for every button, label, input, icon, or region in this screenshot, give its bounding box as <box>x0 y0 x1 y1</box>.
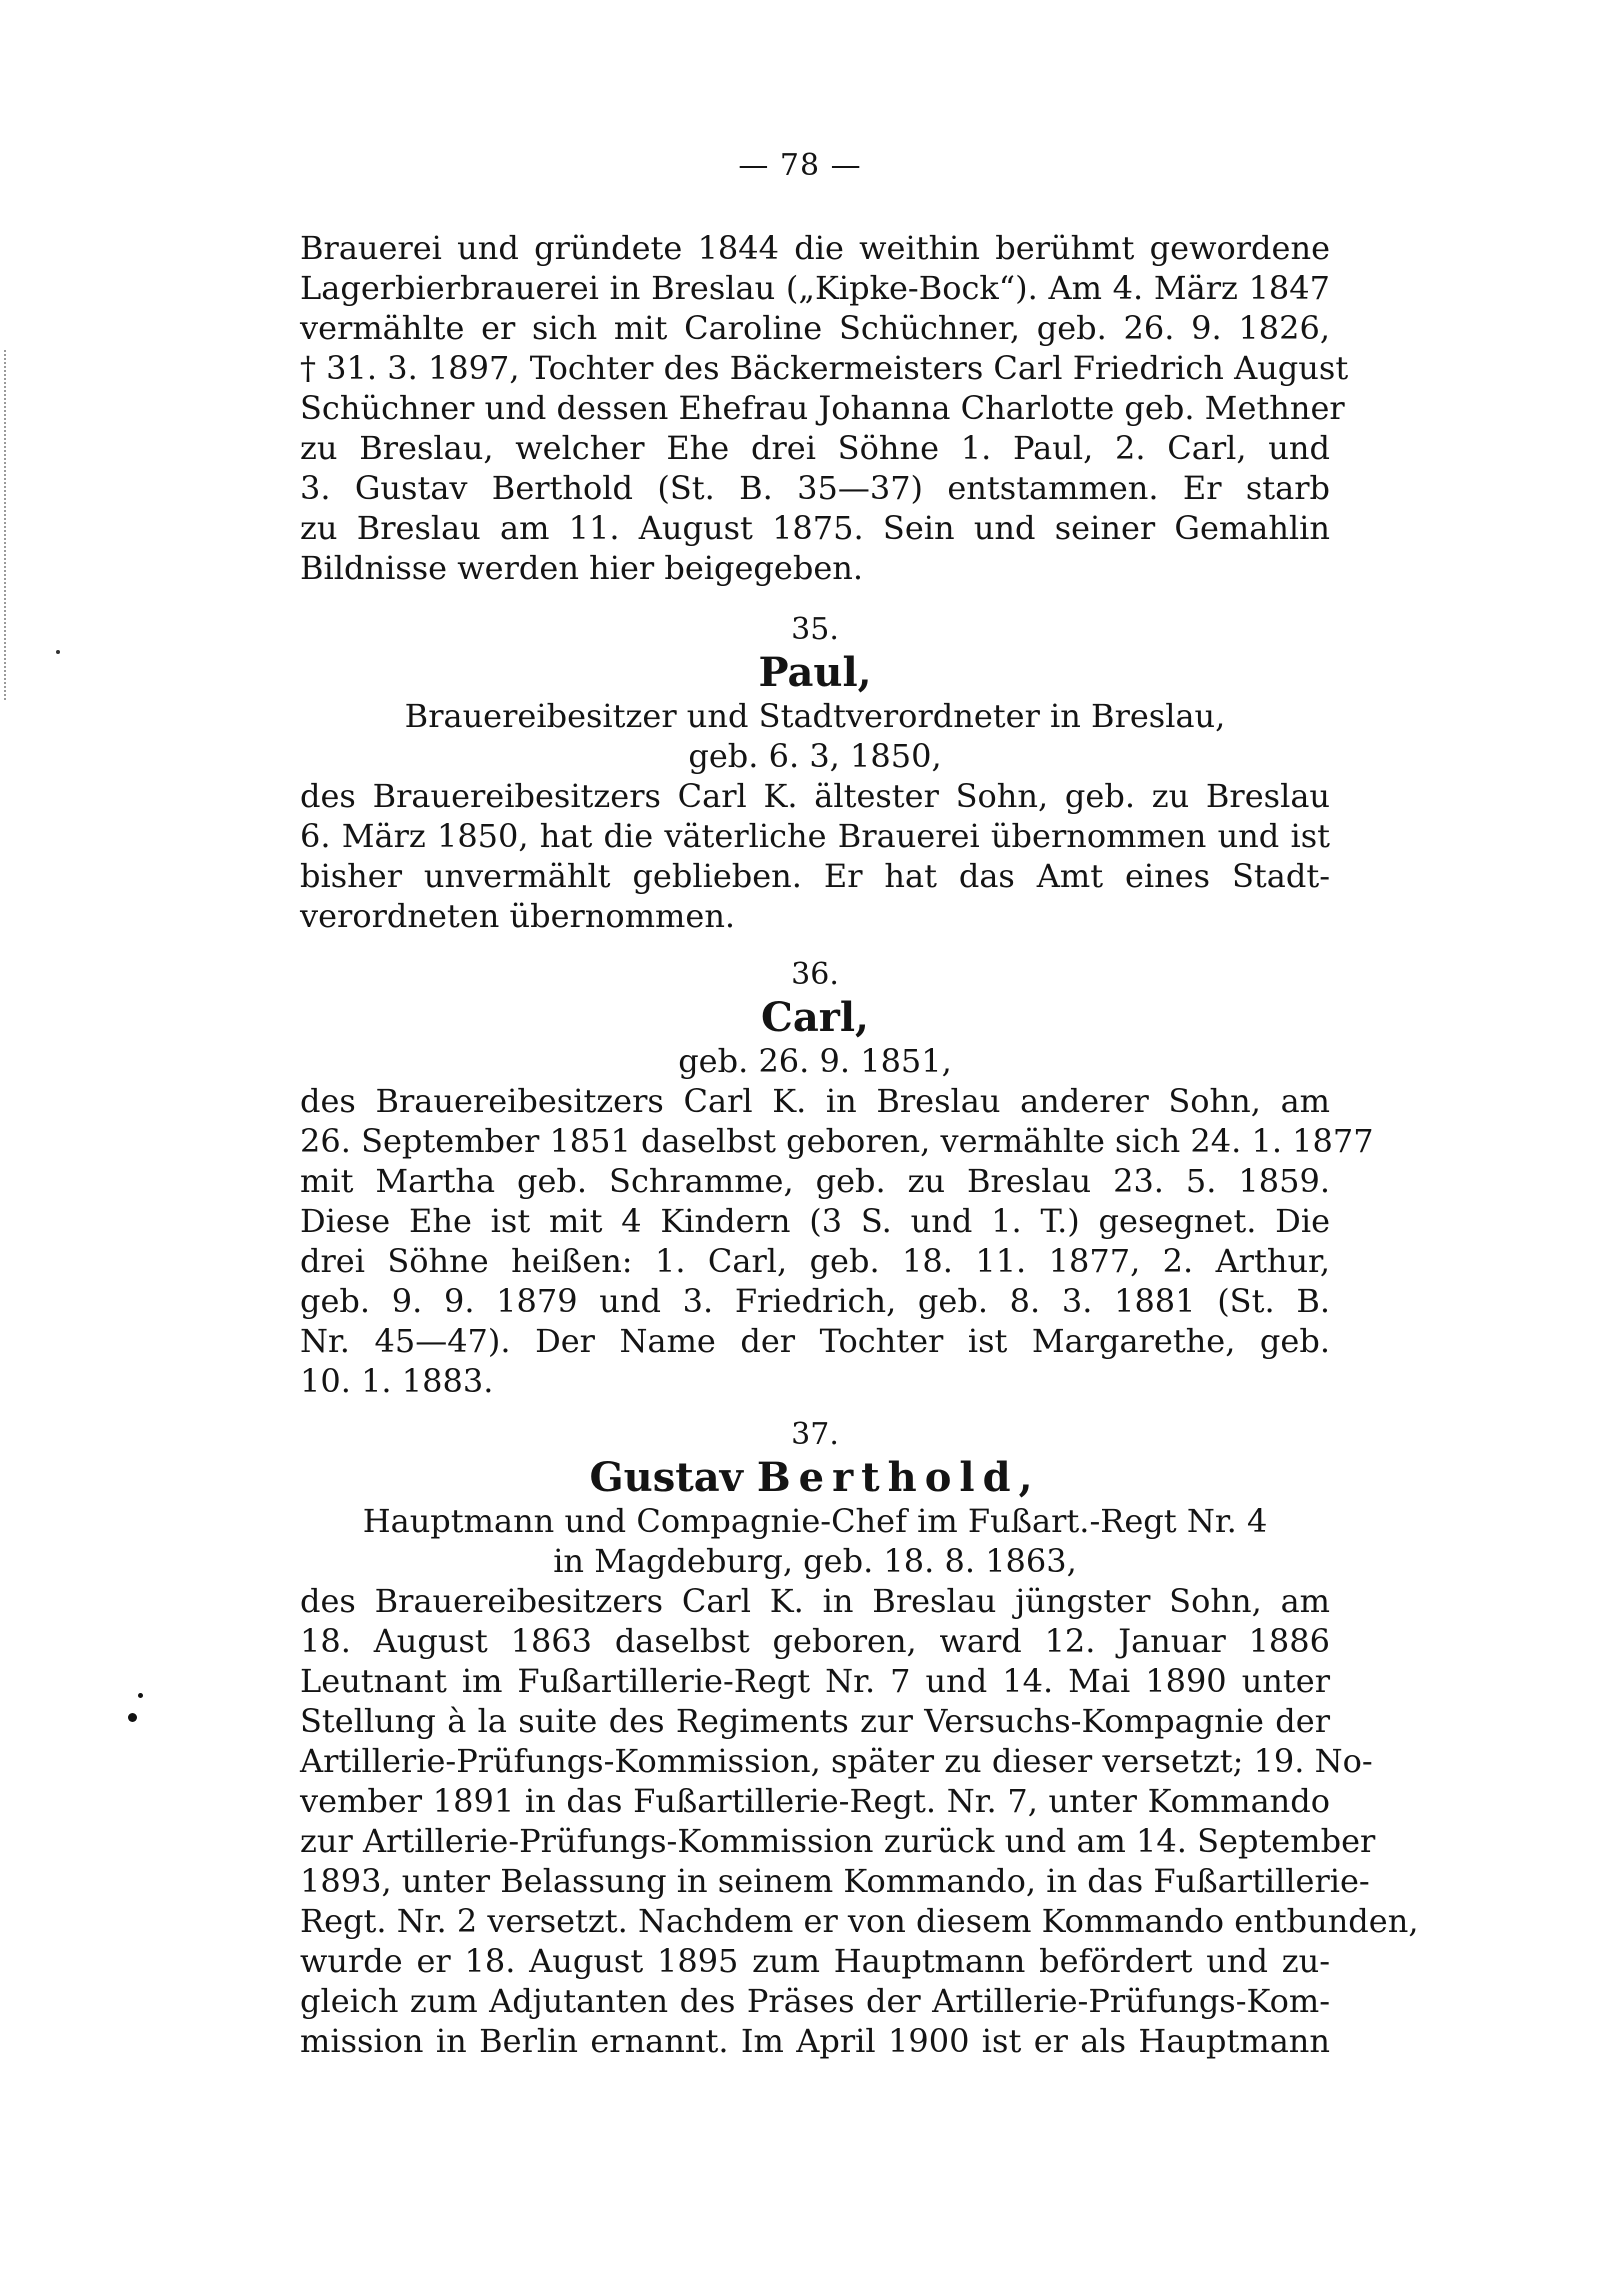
text-line: mit Martha geb. Schramme, geb. zu Breslau 23. 5. 1859. <box>300 1162 1330 1200</box>
text-line: wurde er 18. August 1895 zum Hauptmann befördert und zu- <box>300 1942 1330 1980</box>
text-line: vember 1891 in das Fußartillerie-Regt. Nr. 7, unter Kommando <box>300 1782 1330 1820</box>
entry-37 <box>300 1415 1419 2061</box>
text-line: Schüchner und dessen Ehefrau Johanna Charlotte geb. Methner <box>300 389 1345 427</box>
binding-edge-marks <box>4 350 12 700</box>
text-line: 26. September 1851 daselbst geboren, vermählte sich 24. 1. 1877 <box>300 1122 1374 1160</box>
text-line: des Brauereibesitzers Carl K. ältester Sohn, geb. zu Breslau <box>300 777 1330 815</box>
entry-subtitle: Brauereibesitzer und Stadtverordneter in Breslau, <box>404 697 1226 735</box>
text-line: zu Breslau am 11. August 1875. Sein und seiner Gemahlin <box>300 509 1330 547</box>
ink-speck <box>56 650 60 654</box>
text-line: bisher unvermählt geblieben. Er hat das Amt eines Stadt- <box>300 857 1330 895</box>
text-line: drei Söhne heißen: 1. Carl, geb. 18. 11. 1877, 2. Arthur, <box>300 1242 1330 1280</box>
entry-number: 36. <box>791 957 839 992</box>
entry-name: Carl, <box>761 994 869 1041</box>
text-line: 10. 1. 1883. <box>300 1362 494 1400</box>
entry-number: 37. <box>791 1417 839 1452</box>
text-line: verordneten übernommen. <box>300 897 736 935</box>
text-line: Stellung à la suite des Regiments zur Versuchs-Kompagnie der <box>300 1702 1330 1740</box>
ink-speck <box>138 1693 143 1698</box>
ink-speck <box>128 1713 137 1722</box>
entry-name-first: Gustav <box>589 1454 743 1501</box>
entry-36 <box>300 955 1374 1401</box>
entry-birth: geb. 6. 3, 1850, <box>688 737 942 775</box>
entry-number: 35. <box>791 612 839 647</box>
text-line: Artillerie-Prüfungs-Kommission, später zu dieser versetzt; 19. No- <box>300 1742 1373 1780</box>
text-line: vermählte er sich mit Caroline Schüchner, geb. 26. 9. 1826, <box>300 309 1330 347</box>
text-line: Bildnisse werden hier beigegeben. <box>300 549 864 587</box>
entry-name: Paul, <box>758 649 872 696</box>
text-line: Diese Ehe ist mit 4 Kindern (3 S. und 1. T.) gesegnet. Die <box>300 1202 1330 1240</box>
text-line: des Brauereibesitzers Carl K. in Breslau jüngster Sohn, am <box>300 1582 1330 1620</box>
entry-subtitle: Hauptmann und Compagnie-Chef im Fußart.-Regt Nr. 4 <box>362 1502 1268 1540</box>
text-line: Nr. 45—47). Der Name der Tochter ist Margarethe, geb. <box>300 1322 1330 1360</box>
entry-subtitle: in Magdeburg, geb. 18. 8. 1863, <box>553 1542 1077 1580</box>
text-line: 18. August 1863 daselbst geboren, ward 12. Januar 1886 <box>300 1622 1330 1660</box>
text-line: gleich zum Adjutanten des Präses der Artillerie-Prüfungs-Kom- <box>300 1982 1330 2020</box>
text-line: mission in Berlin ernannt. Im April 1900 ist er als Hauptmann <box>300 2022 1330 2060</box>
text-line: zu Breslau, welcher Ehe drei Söhne 1. Paul, 2. Carl, und <box>300 429 1330 467</box>
text-line: Leutnant im Fußartillerie-Regt Nr. 7 und 14. Mai 1890 unter <box>300 1662 1330 1700</box>
entry-name-second: Berthold, <box>756 1454 1041 1501</box>
text-line: des Brauereibesitzers Carl K. in Breslau anderer Sohn, am <box>300 1082 1330 1120</box>
text-line: geb. 9. 9. 1879 und 3. Friedrich, geb. 8. 3. 1881 (St. B. <box>300 1282 1330 1320</box>
text-line: 6. März 1850, hat die väterliche Brauerei übernommen und ist <box>300 817 1330 855</box>
text-line: Regt. Nr. 2 versetzt. Nachdem er von diesem Kommando entbunden, <box>300 1902 1419 1940</box>
page-number: — 78 — <box>738 148 862 183</box>
text-line: 3. Gustav Berthold (St. B. 35—37) entstammen. Er starb <box>300 469 1330 507</box>
text-line: Lagerbierbrauerei in Breslau („Kipke-Bock“). Am 4. März 1847 <box>300 269 1330 307</box>
entry-birth: geb. 26. 9. 1851, <box>678 1042 952 1080</box>
entry-name <box>300 1455 1330 1501</box>
intro-paragraph <box>300 228 1349 588</box>
entry-35 <box>300 610 1330 936</box>
text-line: Brauerei und gründete 1844 die weithin berühmt gewordene <box>300 229 1330 267</box>
text-line: 1893, unter Belassung in seinem Kommando, in das Fußartillerie- <box>300 1862 1370 1900</box>
text-line: † 31. 3. 1897, Tochter des Bäckermeisters Carl Friedrich August <box>300 349 1349 387</box>
text-line: zur Artillerie-Prüfungs-Kommission zurück und am 14. September <box>300 1822 1376 1860</box>
